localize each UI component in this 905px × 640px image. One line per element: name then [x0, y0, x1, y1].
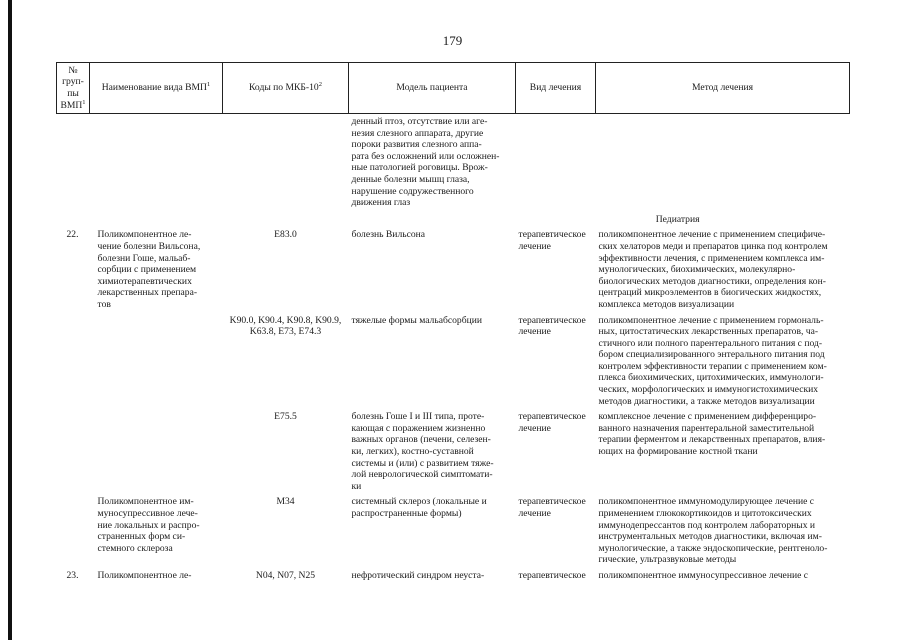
- page-number: 179: [442, 33, 463, 48]
- icd-codes-cell: [223, 227, 349, 312]
- cell-line: биологических методов диагностики, определения кон-: [598, 275, 826, 287]
- cell-line: распространенные формы): [351, 508, 462, 519]
- cell-line: болезнь Гоше I и III типа, проте-: [351, 411, 485, 423]
- cell-line: пороки развития слезного аппа-: [351, 139, 482, 151]
- cell-line: муносупрессивное лече-: [97, 508, 198, 519]
- cell-line: тяжелые формы мальабсорбции: [351, 314, 482, 326]
- patient-model-cell: [349, 409, 516, 494]
- cell-line: лой неврологической симптомати-: [351, 469, 493, 481]
- treatment-method-cell: [596, 227, 850, 312]
- patient-model-cell: [349, 494, 516, 568]
- cell-line: лечение: [518, 508, 551, 519]
- header-patient-model: Модель пациента: [349, 63, 516, 114]
- vmp-name-cell: [90, 568, 223, 584]
- cell-line: применением глюкокортикоидов и цитотоксических: [598, 508, 812, 519]
- cell-line: терапевтическое: [518, 229, 586, 241]
- cell-line: сорбции с применением: [97, 264, 197, 276]
- cell-line: кающая с поражением жизненно: [351, 422, 486, 434]
- cell-line: эффективности лечения, с применением комплекса им-: [598, 252, 825, 264]
- cell-line: гические, ультразвуковые методы: [598, 554, 737, 566]
- footnote-marker: 1: [82, 98, 86, 106]
- header-treatment-method: Метод лечения: [596, 63, 850, 114]
- cell-line: терапевтическое: [518, 411, 586, 423]
- patient-model-cell: [349, 313, 516, 410]
- cell-line: Поликомпонентное им-: [97, 496, 194, 508]
- cell-line: системный склероз (локальные и: [351, 496, 487, 508]
- cell-line: мунологические, а также эндоскопические, рентгеноло-: [598, 542, 828, 554]
- cell-line: комплексное лечение с применением дифференциро-: [598, 411, 817, 423]
- vmp-name-cell: [90, 494, 223, 568]
- group-number-cell: 23.: [66, 569, 79, 581]
- treatment-type-cell: [516, 568, 596, 584]
- cell-line: иммунодепрессантов под контролем лабораторных и: [598, 519, 816, 531]
- cell-line: контролем эффективности терапии с применением ком-: [598, 360, 827, 372]
- treatment-type-cell: [516, 313, 596, 410]
- section-heading: Педиатрия: [655, 213, 700, 225]
- cell-line: лекарственных препара-: [97, 287, 198, 299]
- table-header-row: [57, 63, 850, 114]
- header-group-line: №: [68, 64, 78, 76]
- header-treatment-type: Вид лечения: [516, 63, 596, 114]
- cell-line: мунологических, биохимических, молекулярно-: [598, 264, 796, 276]
- icd-codes-cell: [223, 568, 349, 584]
- cell-line: комплекса методов визуализации: [598, 298, 735, 310]
- cell-line: нарушение содружественного: [351, 185, 474, 197]
- treatment-method-cell: [596, 409, 850, 494]
- cell-line: терапевтическое: [518, 314, 586, 326]
- cell-line: терапии ферментом и лекарственных препаратов, влия-: [598, 434, 826, 446]
- cell-line: стичного или полного парентерального питания с под-: [598, 337, 823, 349]
- cell-line: ванного назначения парентеральной заместительной: [598, 422, 815, 434]
- patient-model-cell: [349, 114, 516, 211]
- continuation-row: [57, 114, 850, 211]
- cell-line: инструментальных методов диагностики, включая им-: [598, 531, 822, 543]
- cell-line: системы и (или) с развитием тяже-: [351, 457, 494, 469]
- table-row: [57, 227, 850, 312]
- table-row: [57, 313, 850, 410]
- cell-line: ческих, морфологических и иммуногистохимических: [598, 384, 819, 396]
- cell-line: лечение: [518, 422, 551, 434]
- cell-line: чение болезни Вильсона,: [97, 240, 201, 252]
- cell-line: поликомпонентное лечение с применением гормональ-: [598, 314, 824, 326]
- table-row: [57, 568, 850, 584]
- vmp-name-cell: [90, 409, 223, 494]
- cell-line: поликомпонентное иммуномодулирующее лечение с: [598, 496, 815, 508]
- treatment-type-cell: [516, 409, 596, 494]
- cell-line: терапевтическое: [518, 569, 586, 581]
- cell-line: Поликомпонентное ле-: [97, 229, 192, 241]
- table-row: [57, 494, 850, 568]
- cell-line: ки, легких), костно-суставной: [351, 446, 474, 458]
- icd-codes-cell: [223, 409, 349, 494]
- cell-line: центраций микроэлементов в биогических жидкостях,: [598, 287, 822, 299]
- icd-codes-cell: [223, 494, 349, 568]
- cell-line: болезни Гоше, мальаб-: [97, 252, 191, 264]
- treatment-method-cell: [596, 494, 850, 568]
- cell-line: поликомпонентное лечение с применением специфиче-: [598, 229, 826, 241]
- header-icd-codes: [223, 63, 349, 114]
- cell-line: тов: [97, 298, 111, 310]
- cell-line: важных органов (печени, селезен-: [351, 434, 491, 446]
- patient-model-cell: [349, 227, 516, 312]
- header-vmp-name: [90, 63, 223, 114]
- treatment-method-cell: [596, 313, 850, 410]
- cell-line: N04, N07, N25: [255, 569, 316, 581]
- cell-line: E83.0: [274, 229, 297, 241]
- cell-line: ских хелаторов меди и препаратов цинка под контролем: [598, 240, 828, 252]
- treatment-type-cell: [516, 227, 596, 312]
- cell-line: Поликомпонентное ле-: [97, 569, 192, 581]
- treatment-method-cell: [596, 568, 850, 584]
- header-group-line: ВМП: [60, 99, 83, 111]
- cell-line: ющих на формирование костной ткани: [598, 446, 758, 458]
- group-number-cell: [57, 313, 90, 410]
- section-heading-row: [57, 211, 850, 228]
- patient-model-cell: [349, 568, 516, 584]
- cell-line: плекса биохимических, цитохимических, иммунологи-: [598, 372, 824, 384]
- page-binding-edge: [8, 0, 12, 640]
- cell-line: E75.5: [274, 411, 297, 423]
- cell-line: ных, цитостатических лекарственных препаратов, ча-: [598, 326, 819, 338]
- header-icd-codes-text: Коды по МКБ-10: [249, 82, 319, 94]
- cell-line: движения глаз: [351, 197, 411, 209]
- vmp-name-cell: [90, 313, 223, 410]
- cell-line: терапевтическое: [518, 496, 586, 508]
- header-group-line: пы: [67, 88, 79, 99]
- cell-line: незия слезного аппарата, другие: [351, 127, 484, 139]
- cell-line: страненных форм си-: [97, 531, 186, 543]
- footnote-marker: 2: [318, 81, 322, 89]
- cell-line: ки: [351, 480, 362, 492]
- footnote-marker: 1: [206, 81, 211, 89]
- cell-line: лечение: [518, 240, 551, 252]
- cell-line: денный птоз, отсутствие или аге-: [351, 116, 488, 127]
- group-number-cell: [57, 409, 90, 494]
- cell-line: K63.8, E73, E74.3: [249, 326, 322, 338]
- cell-line: стемного склероза: [97, 542, 173, 554]
- cell-line: денные болезни мышц глаза,: [351, 173, 470, 185]
- cell-line: нефротический синдром неуста-: [351, 569, 485, 581]
- group-number-cell: 22.: [66, 229, 79, 241]
- header-vmp-name-text: Наименование вида ВМП: [101, 82, 207, 94]
- cell-line: ние локальных и распро-: [97, 519, 200, 531]
- cell-line: рата без осложнений или осложнен-: [351, 150, 500, 162]
- cell-line: M34: [276, 496, 295, 508]
- cell-line: химиотерапевтических: [97, 275, 192, 287]
- treatment-table: [56, 62, 850, 584]
- cell-line: методов диагностики, а также методов визуализации: [598, 395, 815, 407]
- header-group-line: груп-: [62, 76, 84, 88]
- cell-line: поликомпонентное иммуносупрессивное лечение с: [598, 569, 808, 581]
- header-group-number: [57, 63, 90, 114]
- cell-line: лечение: [518, 326, 551, 338]
- cell-line: ные патологией роговицы. Врож-: [351, 162, 488, 174]
- icd-codes-cell: [223, 313, 349, 410]
- cell-line: бором специализированного энтерального питания под: [598, 349, 825, 361]
- vmp-name-cell: [90, 227, 223, 312]
- cell-line: K90.0, K90.4, K90.8, K90.9,: [229, 314, 342, 326]
- table-row: [57, 409, 850, 494]
- treatment-type-cell: [516, 494, 596, 568]
- cell-line: болезнь Вильсона: [351, 229, 426, 241]
- group-number-cell: [57, 494, 90, 568]
